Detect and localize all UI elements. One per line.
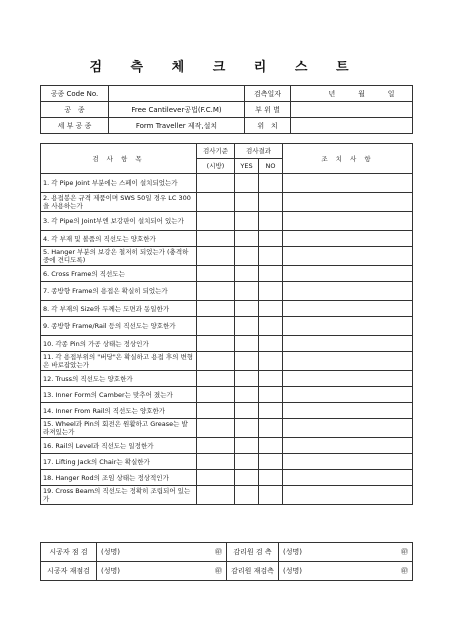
checklist-no-cell[interactable]: [259, 371, 283, 387]
supervisor-recheck-label: 감리원 재검측: [227, 562, 279, 581]
checklist-row: [41, 387, 413, 403]
checklist-no-cell[interactable]: [259, 438, 283, 454]
detail-work-label: 세 부 공 종: [41, 118, 109, 134]
checklist-standard-cell[interactable]: [197, 247, 235, 266]
checklist-no-cell[interactable]: [259, 282, 283, 301]
checklist-standard-cell[interactable]: [197, 352, 235, 371]
checklist-yes-cell[interactable]: [235, 247, 259, 266]
checklist-item-text: 15. Wheel과 Pin의 회전은 원활하고 Grease는 발라져있는가: [41, 419, 197, 438]
signature-table: [40, 542, 413, 581]
checklist-standard-cell[interactable]: [197, 231, 235, 247]
checklist-yes-cell[interactable]: [235, 193, 259, 212]
checklist-item-text: 14. Inner From Rail의 직선도는 양호한가: [41, 403, 197, 419]
checklist-action-cell[interactable]: [283, 438, 413, 454]
checklist-item-text: 3. 각 Pipe의 Joint부엔 보강판이 설치되어 있는가: [41, 212, 197, 231]
checklist-yes-cell[interactable]: [235, 371, 259, 387]
info-table: [40, 85, 413, 134]
checklist-row: [41, 266, 413, 282]
header-action: 조 치 사 항: [283, 144, 413, 174]
checklist-action-cell[interactable]: [283, 174, 413, 193]
checklist-action-cell[interactable]: [283, 266, 413, 282]
seal-icon: ㊞: [215, 548, 222, 556]
header-yes: YES: [235, 159, 259, 174]
checklist-yes-cell[interactable]: [235, 212, 259, 231]
checklist-action-cell[interactable]: [283, 454, 413, 470]
checklist-standard-cell[interactable]: [197, 470, 235, 486]
checklist-yes-cell[interactable]: [235, 352, 259, 371]
checklist-row: [41, 336, 413, 352]
checklist-no-cell[interactable]: [259, 247, 283, 266]
work-code-label: 공종 Code No.: [41, 86, 109, 102]
checklist-standard-cell[interactable]: [197, 419, 235, 438]
checklist-item-text: 10. 각종 Pin의 가공 상태는 정상인가: [41, 336, 197, 352]
checklist-item-text: 13. Inner Form의 Camber는 맞추어 졌는가: [41, 387, 197, 403]
checklist-row: [41, 486, 413, 505]
checklist-no-cell[interactable]: [259, 454, 283, 470]
supervisor-recheck-sign[interactable]: [279, 562, 413, 581]
checklist-standard-cell[interactable]: [197, 174, 235, 193]
checklist-row: [41, 174, 413, 193]
header-no: NO: [259, 159, 283, 174]
checklist-standard-cell[interactable]: [197, 387, 235, 403]
checklist-row: [41, 301, 413, 317]
checklist-item-text: 18. Hanger Rod의 조임 상태는 정상적인가: [41, 470, 197, 486]
checklist-action-cell[interactable]: [283, 317, 413, 336]
checklist-no-cell[interactable]: [259, 212, 283, 231]
checklist-item-text: 6. Cross Frame의 직선도는: [41, 266, 197, 282]
contractor-recheck-label: 시공자 재점검: [41, 562, 97, 581]
checklist-no-cell[interactable]: [259, 470, 283, 486]
checklist-no-cell[interactable]: [259, 231, 283, 247]
checklist-row: [41, 247, 413, 266]
checklist-action-cell[interactable]: [283, 212, 413, 231]
checklist-yes-cell[interactable]: [235, 317, 259, 336]
checklist-row: [41, 419, 413, 438]
checklist-yes-cell[interactable]: [235, 419, 259, 438]
work-code-value[interactable]: [109, 86, 245, 102]
checklist-action-cell[interactable]: [283, 231, 413, 247]
contractor-check-label: 시공자 점 검: [41, 543, 97, 562]
checklist-row: [41, 438, 413, 454]
checklist-no-cell[interactable]: [259, 174, 283, 193]
contractor-check-sign[interactable]: [97, 543, 227, 562]
checklist-item-text: 17. Lifting Jack의 Chair는 확실한가: [41, 454, 197, 470]
checklist-row: [41, 352, 413, 371]
date-year-label: 년: [328, 89, 336, 98]
checklist-yes-cell[interactable]: [235, 174, 259, 193]
checklist-item-text: 12. Truss의 직선도는 양호한가: [41, 371, 197, 387]
seal-icon: ㊞: [401, 567, 408, 575]
work-type-value: Free Cantilever공법(F.C.M): [109, 102, 245, 118]
checklist-row: [41, 470, 413, 486]
checklist-no-cell[interactable]: [259, 419, 283, 438]
checklist-yes-cell[interactable]: [235, 403, 259, 419]
checklist-standard-cell[interactable]: [197, 266, 235, 282]
checklist-standard-cell[interactable]: [197, 371, 235, 387]
date-month-label: 월: [358, 89, 365, 98]
checklist-item-text: 9. 종방향 Frame/Rail 등의 직선도는 양호한가: [41, 317, 197, 336]
checklist-item-text: 1. 각 Pipe Joint 부분에는 스페이 설치되었는가: [41, 174, 197, 193]
checklist-yes-cell[interactable]: [235, 454, 259, 470]
checklist-item-text: 16. Rail의 Level과 직선도는 일정한가: [41, 438, 197, 454]
checklist-no-cell[interactable]: [259, 336, 283, 352]
checklist-no-cell[interactable]: [259, 317, 283, 336]
checklist-yes-cell[interactable]: [235, 387, 259, 403]
checklist-action-cell[interactable]: [283, 193, 413, 212]
checklist-yes-cell[interactable]: [235, 486, 259, 505]
sign-name-label: (성명): [101, 567, 120, 575]
checklist-standard-cell[interactable]: [197, 193, 235, 212]
checklist-action-cell[interactable]: [283, 336, 413, 352]
checklist-yes-cell[interactable]: [235, 231, 259, 247]
checklist-no-cell[interactable]: [259, 486, 283, 505]
checklist-action-cell[interactable]: [283, 247, 413, 266]
checklist-row: [41, 403, 413, 419]
checklist-yes-cell[interactable]: [235, 438, 259, 454]
checklist-table: [40, 143, 413, 505]
sign-name-label: (성명): [101, 548, 120, 556]
checklist-standard-cell[interactable]: [197, 212, 235, 231]
dept-label: 부 위 별: [245, 102, 291, 118]
checklist-row: [41, 317, 413, 336]
checklist-item-text: 8. 각 부재의 Size와 두께는 도면과 동일한가: [41, 301, 197, 317]
checklist-standard-cell[interactable]: [197, 282, 235, 301]
detail-work-value: Form Traveller 제작,설치: [109, 118, 245, 134]
checklist-row: [41, 212, 413, 231]
checklist-standard-cell[interactable]: [197, 317, 235, 336]
supervisor-check-label: 감리원 검 측: [227, 543, 279, 562]
inspect-date-value[interactable]: [291, 86, 413, 102]
checklist-item-text: 19. Cross Beam의 직선도는 정확히 조립되어 있는가: [41, 486, 197, 505]
checklist-no-cell[interactable]: [259, 193, 283, 212]
checklist-standard-cell[interactable]: [197, 301, 235, 317]
checklist-yes-cell[interactable]: [235, 266, 259, 282]
dept-value[interactable]: [291, 102, 413, 118]
checklist-item-text: 11. 각 용접부위의 "버당"은 확실하고 용접 후의 변형은 바로잡았는가: [41, 352, 197, 371]
checklist-row: [41, 282, 413, 301]
contractor-recheck-sign[interactable]: [97, 562, 227, 581]
supervisor-check-sign[interactable]: [279, 543, 413, 562]
checklist-action-cell[interactable]: [283, 352, 413, 371]
checklist-row: [41, 454, 413, 470]
checklist-item-text: 2. 용접봉은 규격 제품이며 SWS 50일 경우 LC 300을 사용하는가: [41, 193, 197, 212]
seal-icon: ㊞: [215, 567, 222, 575]
inspect-date-label: 검측일자: [245, 86, 291, 102]
checklist-yes-cell[interactable]: [235, 301, 259, 317]
checklist-standard-cell[interactable]: [197, 403, 235, 419]
work-type-label: 공 종: [41, 102, 109, 118]
location-label: 위 치: [245, 118, 291, 134]
sign-name-label: (성명): [283, 548, 302, 556]
checklist-row: [41, 231, 413, 247]
checklist-action-cell[interactable]: [283, 486, 413, 505]
checklist-action-cell[interactable]: [283, 403, 413, 419]
checklist-yes-cell[interactable]: [235, 282, 259, 301]
checklist-action-cell[interactable]: [283, 282, 413, 301]
checklist-action-cell[interactable]: [283, 301, 413, 317]
checklist-item-text: 4. 각 부재 및 볼품의 직선도는 양호한가: [41, 231, 197, 247]
checklist-action-cell[interactable]: [283, 470, 413, 486]
checklist-no-cell[interactable]: [259, 266, 283, 282]
checklist-item-text: 5. Hanger 부분의 보강은 철저히 되었는가 (충격하중에 견디도록): [41, 247, 197, 266]
checklist-standard-cell[interactable]: [197, 486, 235, 505]
checklist-action-cell[interactable]: [283, 371, 413, 387]
checklist-no-cell[interactable]: [259, 387, 283, 403]
header-item: 검 사 항 목: [41, 144, 197, 174]
checklist-action-cell[interactable]: [283, 387, 413, 403]
seal-icon: ㊞: [401, 548, 408, 556]
checklist-yes-cell[interactable]: [235, 336, 259, 352]
checklist-no-cell[interactable]: [259, 352, 283, 371]
checklist-row: [41, 193, 413, 212]
checklist-yes-cell[interactable]: [235, 470, 259, 486]
sign-name-label: (성명): [283, 567, 302, 575]
checklist-action-cell[interactable]: [283, 419, 413, 438]
page-title: 검 측 체 크 리 스 트: [89, 60, 361, 75]
checklist-no-cell[interactable]: [259, 403, 283, 419]
checklist-item-text: 7. 종방향 Frame의 용접은 확실히 되었는가: [41, 282, 197, 301]
checklist-standard-cell[interactable]: [197, 336, 235, 352]
checklist-standard-cell[interactable]: [197, 438, 235, 454]
location-value[interactable]: [291, 118, 413, 134]
header-result: 검사결과: [235, 144, 283, 159]
header-standard: 검사기준: [197, 144, 235, 159]
header-standard-sub: (시방): [197, 159, 235, 174]
checklist-standard-cell[interactable]: [197, 454, 235, 470]
checklist-no-cell[interactable]: [259, 301, 283, 317]
checklist-row: [41, 371, 413, 387]
date-day-label: 일: [387, 89, 395, 98]
